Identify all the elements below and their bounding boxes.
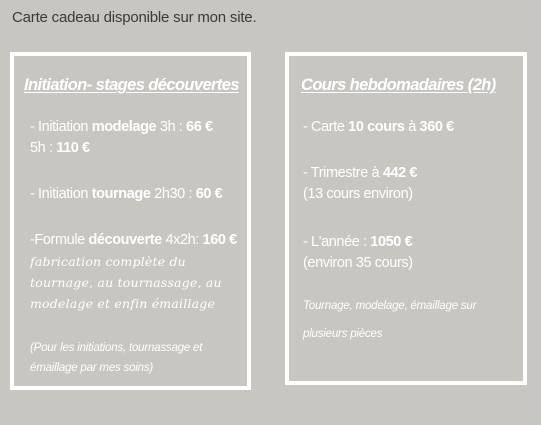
formule-decouverte-price: 160 € [202, 232, 237, 248]
cours-note [303, 292, 476, 348]
initiation-note-line1: (Pour les initiations, tournassage et [30, 342, 203, 354]
formule-decouverte-item [30, 230, 237, 251]
carte-prefix: - Carte [303, 119, 349, 135]
annee-prefix: - L'année : [303, 234, 371, 250]
cours-note-line1: Tournage, modelage, émaillage sur [303, 300, 477, 312]
cours-hebdomadaires-title: Cours hebdomadaires (2h) [301, 76, 496, 94]
initiation-tournage-price: 60 € [195, 186, 223, 202]
formule-decouverte-mid: 4x2h: [161, 232, 203, 248]
initiation-tournage-mid: 2h30 : [150, 186, 196, 202]
initiation-modelage-item [30, 117, 213, 159]
initiation-stages-card [10, 52, 251, 390]
initiation-modelage-mid: 3h : [156, 119, 187, 135]
carte-price: 360 € [419, 119, 454, 135]
formule-decouverte-desc-line2: tournage, au tournassage, au [30, 275, 222, 290]
initiation-modelage-line2-prefix: 5h : [30, 140, 57, 156]
formule-decouverte-desc-line3: modelage et enfin émaillage [30, 296, 216, 311]
gift-card-note: Carte cadeau disponible sur mon site. [12, 9, 257, 26]
cours-hebdomadaires-card [285, 52, 527, 385]
initiation-modelage-price-5h: 110 € [56, 140, 90, 156]
trimestre-item [303, 163, 417, 205]
annee-price: 1050 € [370, 234, 413, 250]
trimestre-prefix: - Trimestre à [303, 165, 383, 181]
annee-detail: (environ 35 cours) [303, 255, 413, 271]
carte-10-cours-item [303, 117, 454, 138]
annee-item [303, 232, 413, 274]
initiation-note [30, 338, 202, 378]
carte-keyword: 10 cours [348, 119, 405, 135]
cours-note-line2: plusieurs pièces [303, 328, 383, 340]
trimestre-detail: (13 cours environ) [303, 186, 413, 202]
initiation-modelage-keyword: modelage [91, 119, 157, 135]
initiation-stages-title: Initiation- stages découvertes [24, 76, 239, 94]
initiation-tournage-prefix: - Initiation [30, 186, 92, 202]
formule-decouverte-keyword: découverte [88, 232, 162, 248]
initiation-tournage-item [30, 184, 222, 205]
carte-mid: à [404, 119, 420, 135]
formule-decouverte-desc-line1: fabrication complète du [30, 254, 186, 269]
initiation-modelage-prefix: - Initiation [30, 119, 92, 135]
initiation-modelage-price-3h: 66 € [186, 119, 213, 135]
formule-decouverte-prefix: -Formule [30, 232, 89, 248]
formule-decouverte-description [30, 251, 222, 314]
initiation-tournage-keyword: tournage [91, 186, 151, 202]
trimestre-price: 442 € [382, 165, 418, 181]
initiation-note-line2: émaillage par mes soins) [30, 362, 154, 374]
